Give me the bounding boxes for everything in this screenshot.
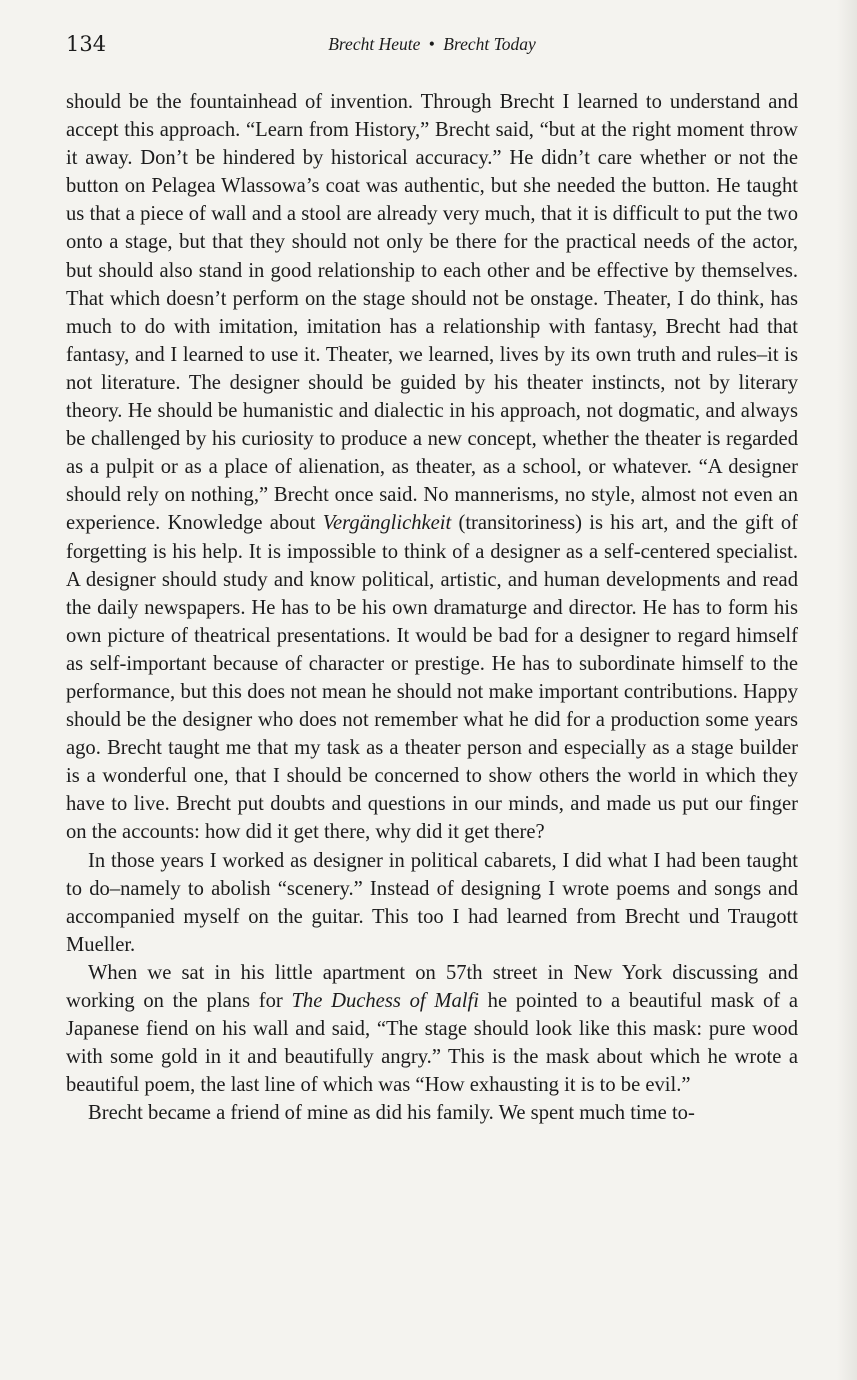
- page-edge-shadow: [837, 0, 857, 1380]
- running-head-left: Brecht Heute: [328, 34, 421, 54]
- running-head: [66, 34, 798, 55]
- paragraph-1: [66, 88, 798, 847]
- paragraph-3-part-b: he pointed to a beautiful mask of a Japanese fiend on his wall and said, “The stage should look like this mask: pure wood with some gold in it and beautifully angry.” This is the mask about which he wrote a beautiful poem, the last line of which was “How exhausting it is to be evil.”: [66, 990, 799, 1097]
- paragraph-1-italic-term: Vergänglichkeit: [322, 512, 452, 535]
- paragraph-1-part-b: (transitoriness) is his art, and the gift of forgetting is his help. It is impossible to think of a designer as a self-centered specialist. A designer should study and know political, artistic, and human developments and read the daily newspapers. He has to be his own dramaturge and director. He has to form his own picture of theatrical presentations. It would be bad for a designer to regard himself as self-important because of character or prestige. He has to subordinate himself to the performance, but this does not mean he should not make important contributions. Happy should be the designer who does not remember what he did for a production some years ago. Brecht taught me that my task as a theater person and especially as a stage builder is a wonderful one, that I should be concerned to show others the world in which they have to live. Brecht put doubts and questions in our minds, and made us put our finger on the accounts: how did it get there, why did it get there?: [66, 512, 798, 844]
- running-head-separator: •: [428, 34, 435, 54]
- paragraph-2: In those years I worked as designer in political cabarets, I did what I had been taught to do–namely to abolish “scenery.” Instead of designing I wrote poems and songs and accompanied myself on the guitar. This too I had learned from Brecht und Traugott Mueller.: [66, 849, 798, 956]
- body-text: [66, 88, 798, 1127]
- paragraph-3-italic-title: The Duchess of Malfi: [291, 990, 479, 1012]
- paragraph-1-part-a: should be the fountainhead of invention. Through Brecht I learned to understand and accept this approach. “Learn from History,” Brecht said, “but at the right moment throw it away. Don’t be hindered by historical accuracy.” He didn’t care whether or not the button on Pelagea Wlassowa’s coat was authentic, but she needed the button. He taught us that a piece of wall and a stool are already very much, that it is difficult to put the two onto a stage, but that they should not only be there for the practical needs of the actor, but should also stand in good relationship to each other and be effective by themselves. That which doesn’t perform on the stage should not be onstage. Theater, I do think, has much to do with imitation, imitation has a relationship with fantasy, Brecht had that fantasy, and I learned to use it. Theater, we learned, lives by its own truth and rules–it is not literature. The designer should be guided by his theater instincts, not by literary theory. He should be humanistic and dialectic in his approach, not dogmatic, and always be challenged by his curiosity to produce a new concept, whether the theater is regarded as a pulpit or as a place of alienation, as theater, as a school, or whatever. “A designer should rely on nothing,” Brecht once said. No mannerisms, no style, almost not even an experience. Knowledge about: [66, 91, 798, 535]
- paragraph-3-part-a: When we sat in his little apartment on 57th street in New York discussing and working on the plans for: [66, 961, 798, 1012]
- paragraph-4: Brecht became a friend of mine as did his family. We spent much time to-: [88, 1102, 695, 1125]
- running-head-right: Brecht Today: [443, 34, 536, 54]
- paragraph-3: [66, 959, 798, 1099]
- page-header: [66, 32, 798, 62]
- page-number: 134: [66, 32, 107, 56]
